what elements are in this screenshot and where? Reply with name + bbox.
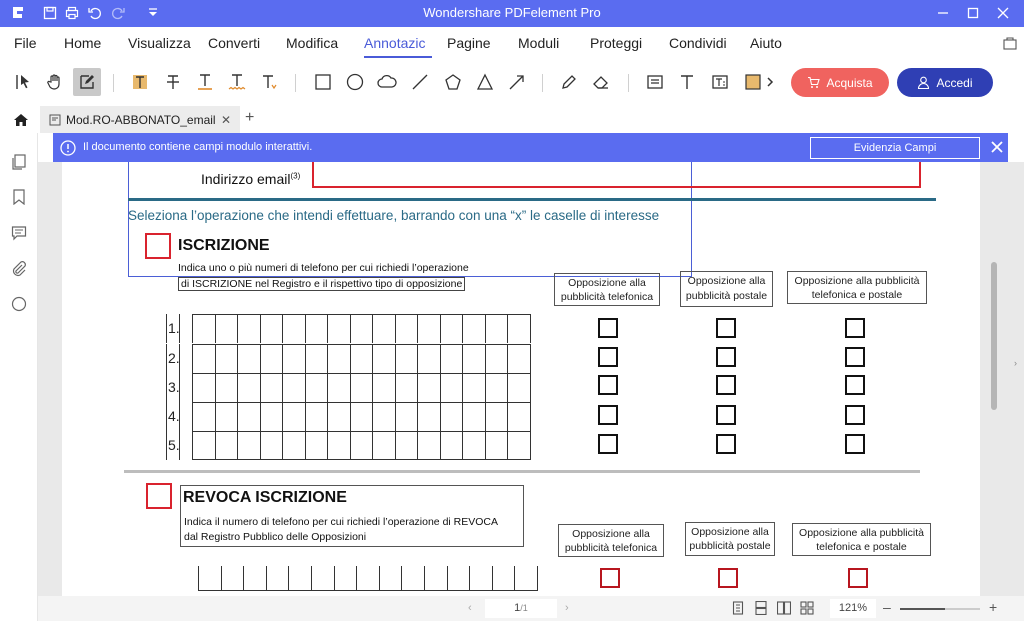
digit-cell[interactable] — [486, 345, 509, 373]
iscrizione-desc-line1: Indica uno o più numeri di telefono per cui richiedi l’operazione — [178, 262, 469, 274]
pdf-page — [62, 162, 980, 596]
digit-cell[interactable] — [508, 374, 530, 402]
revoca-col-header-telefonica: Opposizione alla pubblicità telefonica — [558, 524, 664, 557]
home-icon[interactable] — [9, 108, 33, 132]
tab-close-icon[interactable]: ✕ — [220, 112, 231, 127]
toolbar-divider — [628, 74, 629, 92]
stamp-area-tool-icon[interactable] — [741, 70, 765, 94]
menu-proteggi[interactable]: Proteggi — [590, 35, 643, 51]
digit-cell[interactable] — [216, 315, 239, 343]
revoca-title: REVOCA ISCRIZIONE — [183, 489, 347, 506]
digit-cell[interactable] — [418, 374, 441, 402]
digit-cell[interactable] — [508, 432, 530, 459]
pages-thumbnail-icon[interactable] — [10, 153, 28, 171]
next-page-icon[interactable]: › — [565, 602, 569, 614]
iscr-check-tel-postale-3[interactable] — [845, 375, 865, 395]
iscr-check-tel-postale-1[interactable] — [845, 318, 865, 338]
digit-cell[interactable] — [328, 403, 351, 431]
digit-cell[interactable] — [486, 432, 509, 459]
grid-view-icon[interactable] — [800, 601, 814, 618]
line-tool-icon[interactable] — [408, 70, 432, 94]
digit-cell[interactable] — [418, 345, 441, 373]
single-page-view-icon[interactable] — [731, 601, 745, 618]
digit-cell[interactable] — [261, 374, 284, 402]
document-tab-label: Mod.RO-ABBONATO_email — [66, 112, 216, 127]
digit-cell[interactable] — [238, 345, 261, 373]
digit-cell[interactable] — [283, 315, 306, 343]
email-footnote: (3) — [290, 171, 301, 181]
attachment-icon[interactable] — [10, 260, 28, 278]
polygon-tool-icon[interactable] — [441, 70, 465, 94]
iscr-col-header-telefonica: Opposizione alla pubblicità telefonica — [554, 273, 660, 306]
edit-annotation-tool-icon[interactable] — [73, 68, 101, 96]
page-number-input[interactable] — [485, 599, 557, 618]
iscr-check-tel-postale-5[interactable] — [845, 434, 865, 454]
left-sidebar — [0, 133, 38, 621]
revoca-digit-tick — [311, 566, 312, 590]
digit-cell[interactable] — [396, 345, 419, 373]
digit-cell[interactable] — [193, 432, 216, 459]
revoca-checkbox[interactable] — [146, 483, 172, 509]
instruction-text: Seleziona l’operazione che intendi effettuare, barrando con una “x” le caselle di interesse — [128, 208, 660, 223]
digit-cell[interactable] — [486, 403, 509, 431]
digit-cell[interactable] — [373, 345, 396, 373]
revoca-digit-tick — [379, 566, 380, 590]
digit-cell[interactable] — [306, 374, 329, 402]
digit-cell[interactable] — [216, 345, 239, 373]
phone-number-row[interactable] — [192, 373, 531, 402]
prev-page-icon[interactable]: ‹ — [468, 602, 472, 614]
revoca-digit-tick — [288, 566, 289, 590]
digit-cell[interactable] — [328, 315, 351, 343]
revoca-digit-tick — [198, 566, 199, 590]
pencil-tool-icon[interactable] — [557, 70, 581, 94]
zoom-out-icon[interactable]: – — [883, 599, 891, 615]
iscr-col-header-postale: Opposizione alla pubblicità postale — [680, 271, 773, 307]
buy-button[interactable] — [791, 68, 889, 97]
info-icon — [60, 140, 76, 156]
iscrizione-title: ISCRIZIONE — [178, 237, 270, 254]
iscr-check-postale-2[interactable] — [716, 347, 736, 367]
notice-close-icon[interactable] — [987, 136, 1007, 158]
comment-icon[interactable] — [10, 224, 28, 242]
typewriter-tool-icon[interactable] — [675, 70, 699, 94]
iscr-check-telefonica-5[interactable] — [598, 434, 618, 454]
digit-cell[interactable] — [351, 315, 374, 343]
underline-tool-icon[interactable] — [193, 70, 217, 94]
digit-cell[interactable] — [441, 345, 464, 373]
iscr-check-postale-3[interactable] — [716, 375, 736, 395]
revoca-desc-line1: Indica il numero di telefono per cui richiedi l’operazione di REVOCA — [184, 516, 498, 528]
digit-cell[interactable] — [306, 315, 329, 343]
iscrizione-checkbox[interactable] — [145, 233, 171, 259]
digit-cell[interactable] — [328, 432, 351, 459]
strikethrough-tool-icon[interactable] — [161, 70, 185, 94]
bookmark-icon[interactable] — [10, 188, 28, 206]
document-tab-bar — [0, 106, 1024, 133]
toolbar-divider — [542, 74, 543, 92]
zoom-level[interactable] — [830, 599, 876, 618]
digit-cell[interactable] — [261, 403, 284, 431]
eraser-tool-icon[interactable] — [589, 70, 613, 94]
digit-cell[interactable] — [238, 315, 261, 343]
revoca-digit-tick — [221, 566, 222, 590]
menu-home[interactable]: Home — [64, 35, 102, 51]
menu-condividi[interactable]: Condividi — [669, 35, 727, 51]
close-window-icon[interactable] — [988, 3, 1018, 23]
digit-cell[interactable] — [261, 432, 284, 459]
arrow-tool-icon[interactable] — [505, 70, 529, 94]
menu-annotazic[interactable]: Annotazic — [364, 35, 426, 51]
toolbar-divider — [295, 74, 296, 92]
revoca-digit-tick — [492, 566, 493, 590]
digit-cell[interactable] — [351, 345, 374, 373]
digit-cell[interactable] — [283, 345, 306, 373]
revoca-digit-tick — [243, 566, 244, 590]
notice-message: Il documento contiene campi modulo interattivi. — [83, 141, 313, 153]
digit-cell[interactable] — [441, 432, 464, 459]
digit-cell[interactable] — [261, 345, 284, 373]
phone-row-label: 5. — [166, 431, 180, 460]
revoca-phone-baseline[interactable] — [198, 590, 538, 591]
digit-cell[interactable] — [418, 432, 441, 459]
pdf-file-icon — [49, 114, 61, 126]
revoca-col-header-tel-postale: Opposizione alla pubblicità telefonica e postale — [792, 523, 931, 556]
iscr-check-telefonica-2[interactable] — [598, 347, 618, 367]
menu-converti[interactable]: Converti — [208, 35, 261, 51]
digit-cell[interactable] — [508, 315, 530, 343]
ellipse-tool-icon[interactable] — [343, 70, 367, 94]
revoca-digit-tick — [424, 566, 425, 590]
login-button-label: Accedi — [936, 75, 973, 90]
revoca-check-tel-postale[interactable] — [848, 568, 868, 588]
cloud-tool-icon[interactable] — [375, 70, 399, 94]
iscr-check-telefonica-4[interactable] — [598, 405, 618, 425]
digit-cell[interactable] — [328, 374, 351, 402]
iscr-check-tel-postale-4[interactable] — [845, 405, 865, 425]
menu-moduli[interactable]: Moduli — [518, 35, 560, 51]
digit-cell[interactable] — [486, 315, 509, 343]
iscr-check-telefonica-3[interactable] — [598, 375, 618, 395]
toolbar-more-chevron-icon[interactable] — [764, 70, 776, 94]
expand-right-panel-chevron-icon[interactable]: › — [1014, 358, 1017, 368]
digit-cell[interactable] — [306, 345, 329, 373]
more-menu-icon[interactable] — [995, 33, 1024, 53]
digit-cell[interactable] — [328, 345, 351, 373]
digit-cell[interactable] — [351, 374, 374, 402]
digit-cell[interactable] — [396, 403, 419, 431]
document-tab[interactable] — [40, 106, 240, 133]
revoca-col-header-postale: Opposizione alla pubblicità postale — [685, 522, 775, 556]
digit-cell[interactable] — [396, 432, 419, 459]
digit-cell[interactable] — [463, 403, 486, 431]
phone-row-label: 3. — [166, 373, 180, 402]
revoca-digit-tick — [356, 566, 357, 590]
maximize-icon[interactable] — [958, 3, 988, 23]
digit-cell[interactable] — [463, 315, 486, 343]
digit-cell[interactable] — [283, 374, 306, 402]
buy-button-label: Acquista — [826, 75, 873, 90]
window-title: Wondershare PDFelement Pro — [423, 5, 601, 20]
phone-row-label: 2. — [166, 344, 180, 373]
menu-aiuto[interactable]: Aiuto — [750, 35, 782, 51]
squiggly-tool-icon[interactable] — [225, 70, 249, 94]
digit-cell[interactable] — [373, 403, 396, 431]
phone-number-row[interactable] — [192, 344, 531, 373]
revoca-digit-tick — [447, 566, 448, 590]
digit-cell[interactable] — [441, 403, 464, 431]
digit-cell[interactable] — [193, 345, 216, 373]
section-separator — [124, 470, 920, 473]
digit-cell[interactable] — [283, 432, 306, 459]
revoca-check-telefonica[interactable] — [600, 568, 620, 588]
iscr-check-postale-1[interactable] — [716, 318, 736, 338]
menu-bar — [0, 27, 1024, 60]
digit-cell[interactable] — [306, 403, 329, 431]
triangle-tool-icon[interactable] — [473, 70, 497, 94]
note-tool-icon[interactable] — [643, 70, 667, 94]
cart-icon — [807, 76, 820, 89]
minimize-icon[interactable] — [928, 3, 958, 23]
revoca-digit-tick — [334, 566, 335, 590]
phone-number-row[interactable] — [192, 431, 531, 460]
highlight-tool-icon[interactable] — [128, 70, 152, 94]
digit-cell[interactable] — [193, 315, 216, 343]
digit-cell[interactable] — [463, 374, 486, 402]
revoca-desc-line2: dal Registro Pubblico delle Opposizioni — [184, 531, 367, 543]
phone-number-row[interactable] — [192, 402, 531, 431]
digit-cell[interactable] — [283, 403, 306, 431]
phone-row-label: 1. — [166, 314, 180, 343]
iscr-check-postale-5[interactable] — [716, 434, 736, 454]
menu-modifica[interactable]: Modifica — [286, 35, 339, 51]
digit-cell[interactable] — [463, 345, 486, 373]
annotation-toolbar — [0, 60, 1024, 106]
digit-cell[interactable] — [306, 432, 329, 459]
revoca-digit-tick — [514, 566, 515, 590]
continuous-view-icon[interactable] — [754, 601, 768, 618]
zoom-slider-fill — [900, 608, 945, 610]
digit-cell[interactable] — [373, 374, 396, 402]
textbox-tool-icon[interactable] — [708, 70, 732, 94]
zoom-slider-track[interactable] — [900, 608, 980, 610]
page-current: 1 — [514, 602, 521, 614]
digit-cell[interactable] — [216, 403, 239, 431]
digit-cell[interactable] — [216, 374, 239, 402]
document-viewport — [38, 162, 1024, 596]
user-icon — [917, 76, 930, 89]
new-tab-icon[interactable]: + — [245, 109, 255, 126]
digit-cell[interactable] — [486, 374, 509, 402]
digit-cell[interactable] — [238, 432, 261, 459]
digit-cell[interactable] — [418, 403, 441, 431]
status-bar — [38, 596, 1024, 621]
revoca-check-postale[interactable] — [718, 568, 738, 588]
digit-cell[interactable] — [351, 403, 374, 431]
active-menu-underline — [364, 56, 432, 58]
iscr-col-header-tel-postale: Opposizione alla pubblicità telefonica e postale — [787, 271, 927, 304]
iscr-check-telefonica-1[interactable] — [598, 318, 618, 338]
digit-cell[interactable] — [373, 432, 396, 459]
vertical-scrollbar[interactable] — [991, 262, 997, 410]
toolbar-divider — [113, 74, 114, 92]
menu-file[interactable]: File — [14, 35, 37, 51]
phone-number-row[interactable] — [192, 314, 531, 343]
page-total: /1 — [520, 603, 528, 613]
login-button[interactable] — [897, 68, 993, 97]
digit-cell[interactable] — [441, 315, 464, 343]
search-icon[interactable] — [10, 295, 28, 313]
select-tool-icon[interactable] — [12, 70, 36, 94]
zoom-in-icon[interactable]: + — [989, 599, 998, 615]
digit-cell[interactable] — [418, 315, 441, 343]
digit-cell[interactable] — [463, 432, 486, 459]
two-page-view-icon[interactable] — [777, 601, 791, 618]
revoca-digit-tick — [469, 566, 470, 590]
title-bar — [0, 0, 1024, 27]
phone-row-label: 4. — [166, 402, 180, 431]
digit-cell[interactable] — [261, 315, 284, 343]
menu-pagine[interactable]: Pagine — [447, 35, 491, 51]
email-field[interactable] — [312, 162, 921, 188]
form-fields-notice — [53, 133, 1008, 162]
revoca-digit-tick — [401, 566, 402, 590]
digit-cell[interactable] — [373, 315, 396, 343]
highlight-fields-button[interactable]: Evidenzia Campi — [810, 137, 980, 159]
email-label — [201, 171, 300, 187]
digit-cell[interactable] — [193, 403, 216, 431]
menu-visualizza[interactable]: Visualizza — [128, 35, 191, 51]
digit-cell[interactable] — [396, 374, 419, 402]
hand-tool-icon[interactable] — [43, 70, 67, 94]
iscr-check-tel-postale-2[interactable] — [845, 347, 865, 367]
digit-cell[interactable] — [351, 432, 374, 459]
iscrizione-desc-line2: di ISCRIZIONE nel Registro e il rispettivo tipo di opposizione — [178, 277, 465, 291]
digit-cell[interactable] — [508, 403, 530, 431]
zoom-value: 121% — [838, 602, 868, 614]
digit-cell[interactable] — [216, 432, 239, 459]
rectangle-tool-icon[interactable] — [311, 70, 335, 94]
section-divider — [128, 198, 936, 201]
digit-cell[interactable] — [396, 315, 419, 343]
insert-text-tool-icon[interactable] — [257, 70, 281, 94]
revoca-digit-tick — [537, 566, 538, 590]
digit-cell[interactable] — [193, 374, 216, 402]
iscr-check-postale-4[interactable] — [716, 405, 736, 425]
digit-cell[interactable] — [238, 374, 261, 402]
email-label-text: Indirizzo email — [201, 171, 291, 187]
revoca-digit-tick — [266, 566, 267, 590]
digit-cell[interactable] — [508, 345, 530, 373]
digit-cell[interactable] — [441, 374, 464, 402]
digit-cell[interactable] — [238, 403, 261, 431]
